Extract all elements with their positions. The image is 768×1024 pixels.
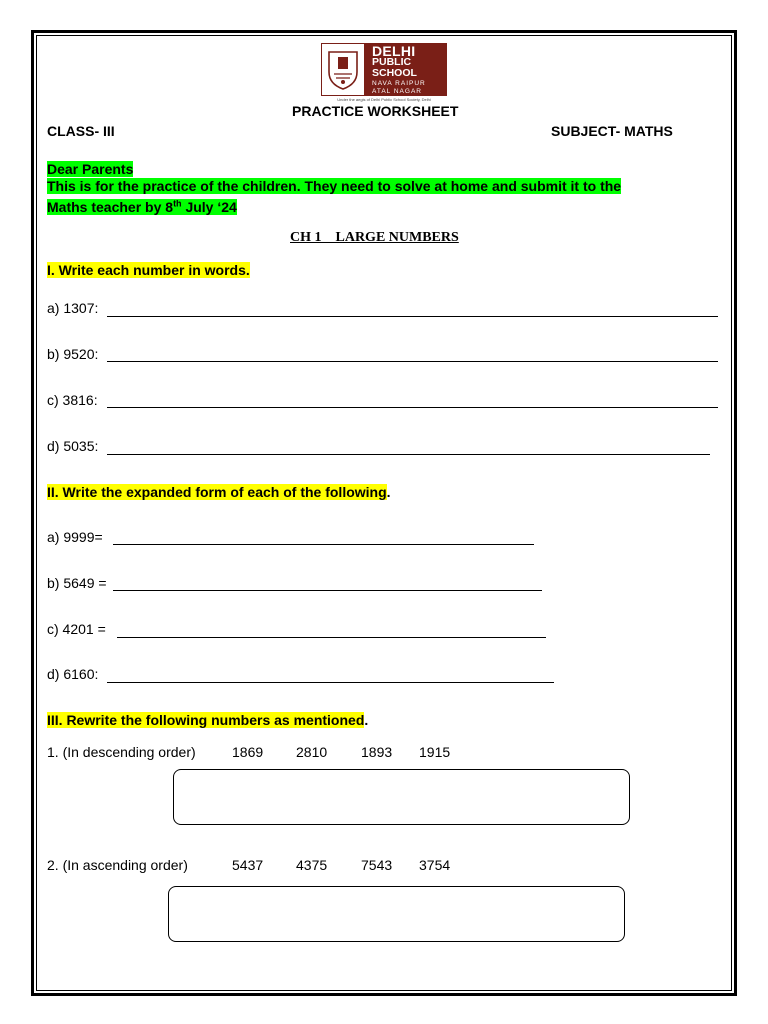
answer-line-1b[interactable]: [107, 361, 718, 362]
logo-line-3: SCHOOL: [372, 66, 417, 79]
notice-greeting: Dear Parents: [47, 161, 134, 177]
section-1-item-c: c) 3816:: [47, 392, 98, 408]
logo-tagline: Under the aegis of Delhi Public School Society, Delhi: [337, 97, 431, 102]
section-3-q1-number: 1869: [232, 744, 264, 760]
parent-notice: [47, 161, 621, 216]
answer-line-1a[interactable]: [107, 316, 718, 317]
section-3-q1-number: 2810: [296, 744, 328, 760]
logo-line-4: NAVA RAIPUR: [372, 79, 426, 87]
section-3-q2-number: 3754: [419, 857, 451, 873]
worksheet-title: PRACTICE WORKSHEET: [292, 103, 459, 119]
school-crest-icon: [321, 43, 365, 96]
section-3-q2-label: 2. (In ascending order): [47, 857, 188, 873]
section-1-heading: [47, 262, 250, 278]
class-label: CLASS- III: [47, 123, 115, 139]
answer-line-2c[interactable]: [117, 637, 546, 638]
section-1-item-a: a) 1307:: [47, 300, 99, 316]
chapter-heading: CH 1 LARGE NUMBERS: [290, 230, 459, 245]
section-2-heading-tail: .: [386, 484, 391, 500]
section-3-q1-number: 1915: [419, 744, 451, 760]
section-3-q2-number: 7543: [361, 857, 393, 873]
logo-line-2: PUBLIC: [372, 55, 412, 68]
section-1-heading-text: I. Write each number in words.: [47, 262, 250, 278]
section-2-item-a: a) 9999=: [47, 529, 103, 545]
logo-text-block: [365, 43, 447, 96]
subject-label: SUBJECT- MATHS: [551, 123, 673, 139]
section-1-item-b: b) 9520:: [47, 346, 99, 362]
logo-line-5: ATAL NAGAR: [372, 87, 422, 95]
answer-line-2a[interactable]: [113, 544, 534, 545]
section-3-heading-text: III. Rewrite the following numbers as mentioned: [47, 712, 365, 728]
section-2-heading-text: II. Write the expanded form of each of the following: [47, 484, 387, 500]
school-logo: [321, 43, 447, 96]
section-3-q1-label: 1. (In descending order): [47, 744, 196, 760]
section-3-q2-number: 4375: [296, 857, 328, 873]
notice-line-2-text: Maths teacher by 8: [47, 198, 174, 215]
section-3-heading: [47, 712, 368, 728]
section-3-heading-tail: .: [364, 712, 369, 728]
section-2-heading: [47, 484, 391, 500]
section-3-q1-number: 1893: [361, 744, 393, 760]
notice-line-1: This is for the practice of the children. They need to solve at home and submit it to the: [47, 178, 622, 194]
section-2-item-c: c) 4201 =: [47, 621, 106, 637]
answer-line-2b[interactable]: [113, 590, 542, 591]
notice-line-2: [47, 199, 237, 215]
logo-line-1: DELHI: [372, 42, 416, 59]
section-2-item-b: b) 5649 =: [47, 575, 107, 591]
answer-line-1d[interactable]: [107, 454, 710, 455]
section-1-item-d: d) 5035:: [47, 438, 99, 454]
answer-box-ascending[interactable]: [168, 886, 625, 942]
section-2-item-d: d) 6160:: [47, 666, 99, 682]
answer-line-2d[interactable]: [107, 682, 554, 683]
notice-line-2-sup: th: [173, 198, 182, 208]
section-3-q2-number: 5437: [232, 857, 264, 873]
answer-box-descending[interactable]: [173, 769, 630, 825]
notice-line-2-date: July ‘24: [181, 198, 237, 215]
answer-line-1c[interactable]: [107, 407, 718, 408]
